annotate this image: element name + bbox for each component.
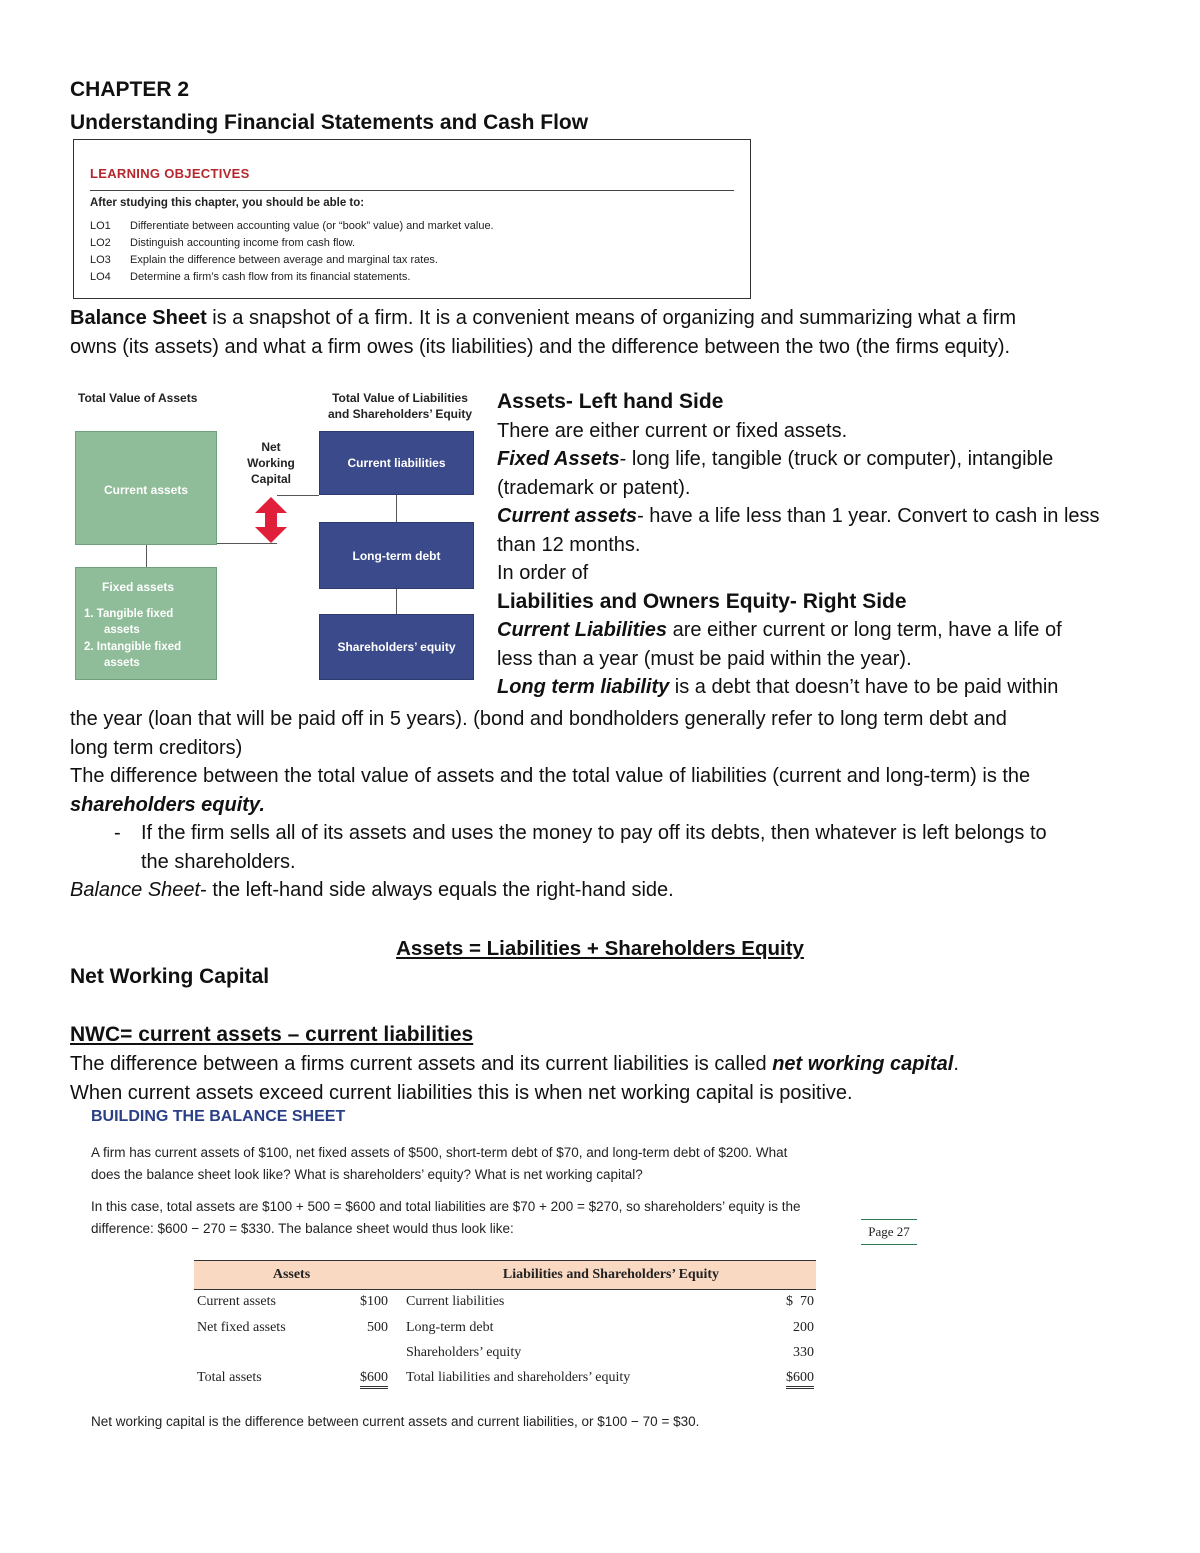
current-assets-definition: Current assets- have a life less than 1 year. Convert to cash in less bbox=[497, 505, 1100, 527]
table-row: Net fixed assets 500 Long-term debt 200 bbox=[197, 1320, 814, 1335]
learning-objective-item: LO1 Differentiate between accounting value (or “book” value) and market value. bbox=[90, 220, 494, 232]
example-solution: In this case, total assets are $100 + 500 = $600 and total liabilities are $70 + 200 = $270, so shareholders’ equity is the difference: $600 − 270 = $330. The balance sheet would thus look like: bbox=[91, 1199, 801, 1236]
header-assets: Assets bbox=[272, 1267, 311, 1282]
long-term-liability-definition: Long term liability is a debt that doesn’t have to be paid within bbox=[497, 676, 1059, 698]
fixed-assets-box: Fixed assets 1. Tangible fixed assets 2. Intangible fixed assets bbox=[75, 567, 217, 680]
nwc-definition: The difference between a firms current assets and its current liabilities is called net working capital. When current assets exceed current liabilities this is when net working capital is positive. bbox=[70, 1053, 959, 1104]
current-assets-definition-cont: than 12 months. bbox=[497, 533, 641, 556]
assets-heading: Assets- Left hand Side bbox=[497, 390, 724, 413]
paragraph-line: The difference between the total value of assets and the total value of liabilities (current and long-term) is the bbox=[70, 765, 1031, 787]
diagram-right-header: Total Value of Liabilities and Shareholders’ Equity bbox=[327, 391, 473, 421]
learning-objectives-title: LEARNING OBJECTIVES bbox=[90, 166, 250, 181]
current-liabilities-definition: Current Liabilities are either current or long term, have a life of bbox=[497, 619, 1062, 641]
balance-sheet-diagram bbox=[70, 385, 485, 685]
order-line: In order of bbox=[497, 562, 589, 584]
balance-sheet-intro: Balance Sheet is a snapshot of a firm. It is a convenient means of organizing and summarizing what a firm owns (its assets) and what a firm owes (its liabilities) and the difference between the two (the firms equity). bbox=[70, 307, 1017, 358]
chapter-label: CHAPTER 2 bbox=[70, 78, 190, 101]
table-row: Total assets $600 Total liabilities and shareholders’ equity $600 bbox=[194, 1370, 816, 1394]
current-assets-box: Current assets bbox=[75, 431, 217, 545]
learning-objective-item: LO2 Distinguish accounting income from cash flow. bbox=[90, 237, 355, 249]
chapter-title: Understanding Financial Statements and Cash Flow bbox=[70, 111, 589, 134]
paragraph-line: long term creditors) bbox=[70, 736, 243, 759]
current-liabilities-definition-cont: less than a year (must be paid within the year). bbox=[497, 647, 912, 670]
example-title: BUILDING THE BALANCE SHEET bbox=[91, 1108, 346, 1125]
table-row: Shareholders’ equity 330 bbox=[406, 1345, 814, 1360]
nwc-formula: NWC= current assets – current liabilities bbox=[70, 1023, 474, 1046]
example-question: A firm has current assets of $100, net fixed assets of $500, short-term debt of $70, and long-term debt of $200. What does the balance sheet look like? What is shareholders’ equity? What is net working capital? bbox=[91, 1145, 788, 1182]
fixed-assets-definition-cont: (trademark or patent). bbox=[497, 476, 691, 499]
diagram-left-header: Total Value of Assets bbox=[78, 391, 198, 405]
shareholders-equity-term: shareholders equity. bbox=[70, 793, 265, 816]
nwc-heading: Net Working Capital bbox=[70, 965, 270, 988]
assets-line: There are either current or fixed assets. bbox=[497, 419, 848, 442]
divider bbox=[90, 190, 734, 191]
long-term-debt-box: Long-term debt bbox=[319, 522, 474, 589]
body-text bbox=[70, 705, 1160, 905]
learning-objectives-intro: After studying this chapter, you should be able to: bbox=[90, 197, 365, 209]
assets-section bbox=[497, 388, 1157, 702]
shareholders-equity-box: Shareholders’ equity bbox=[319, 614, 474, 680]
balance-sheet-rule: Balance Sheet- the left-hand side always equals the right-hand side. bbox=[70, 879, 674, 901]
table-row: Current assets $100 Current liabilities $ 70 bbox=[197, 1294, 814, 1309]
accounting-equation: Assets = Liabilities + Shareholders Equity bbox=[396, 937, 804, 960]
learning-objective-item: LO3 Explain the difference between average and marginal tax rates. bbox=[90, 254, 438, 266]
balance-sheet-table bbox=[194, 1260, 816, 1390]
example-conclusion: Net working capital is the difference between current assets and current liabilities, or $100 − 70 = $30. bbox=[91, 1414, 700, 1429]
learning-objectives-box bbox=[73, 139, 751, 299]
bullet-item: - If the firm sells all of its assets and uses the money to pay off its debts, then whatever is left belongs to the shareholders. bbox=[114, 822, 1047, 873]
paragraph-line: the year (loan that will be paid off in 5 years). (bond and bondholders generally refer to long term debt and bbox=[70, 708, 1007, 730]
double-arrow-icon bbox=[253, 495, 289, 545]
page-number-badge: Page 27 bbox=[861, 1219, 917, 1245]
connector-line bbox=[277, 495, 319, 496]
table-header bbox=[194, 1260, 816, 1290]
current-liabilities-box: Current liabilities bbox=[319, 431, 474, 495]
fixed-assets-definition: Fixed Assets- long life, tangible (truck or computer), intangible bbox=[497, 448, 1054, 470]
header-liabilities: Liabilities and Shareholders’ Equity bbox=[502, 1267, 720, 1282]
liabilities-heading: Liabilities and Owners Equity- Right Side bbox=[497, 589, 907, 613]
connector-line bbox=[146, 545, 147, 567]
connector-line bbox=[396, 589, 397, 614]
net-working-capital-label: Net Working Capital bbox=[247, 440, 295, 486]
connector-line bbox=[396, 495, 397, 522]
learning-objective-item: LO4 Determine a firm’s cash flow from its financial statements. bbox=[90, 271, 411, 283]
